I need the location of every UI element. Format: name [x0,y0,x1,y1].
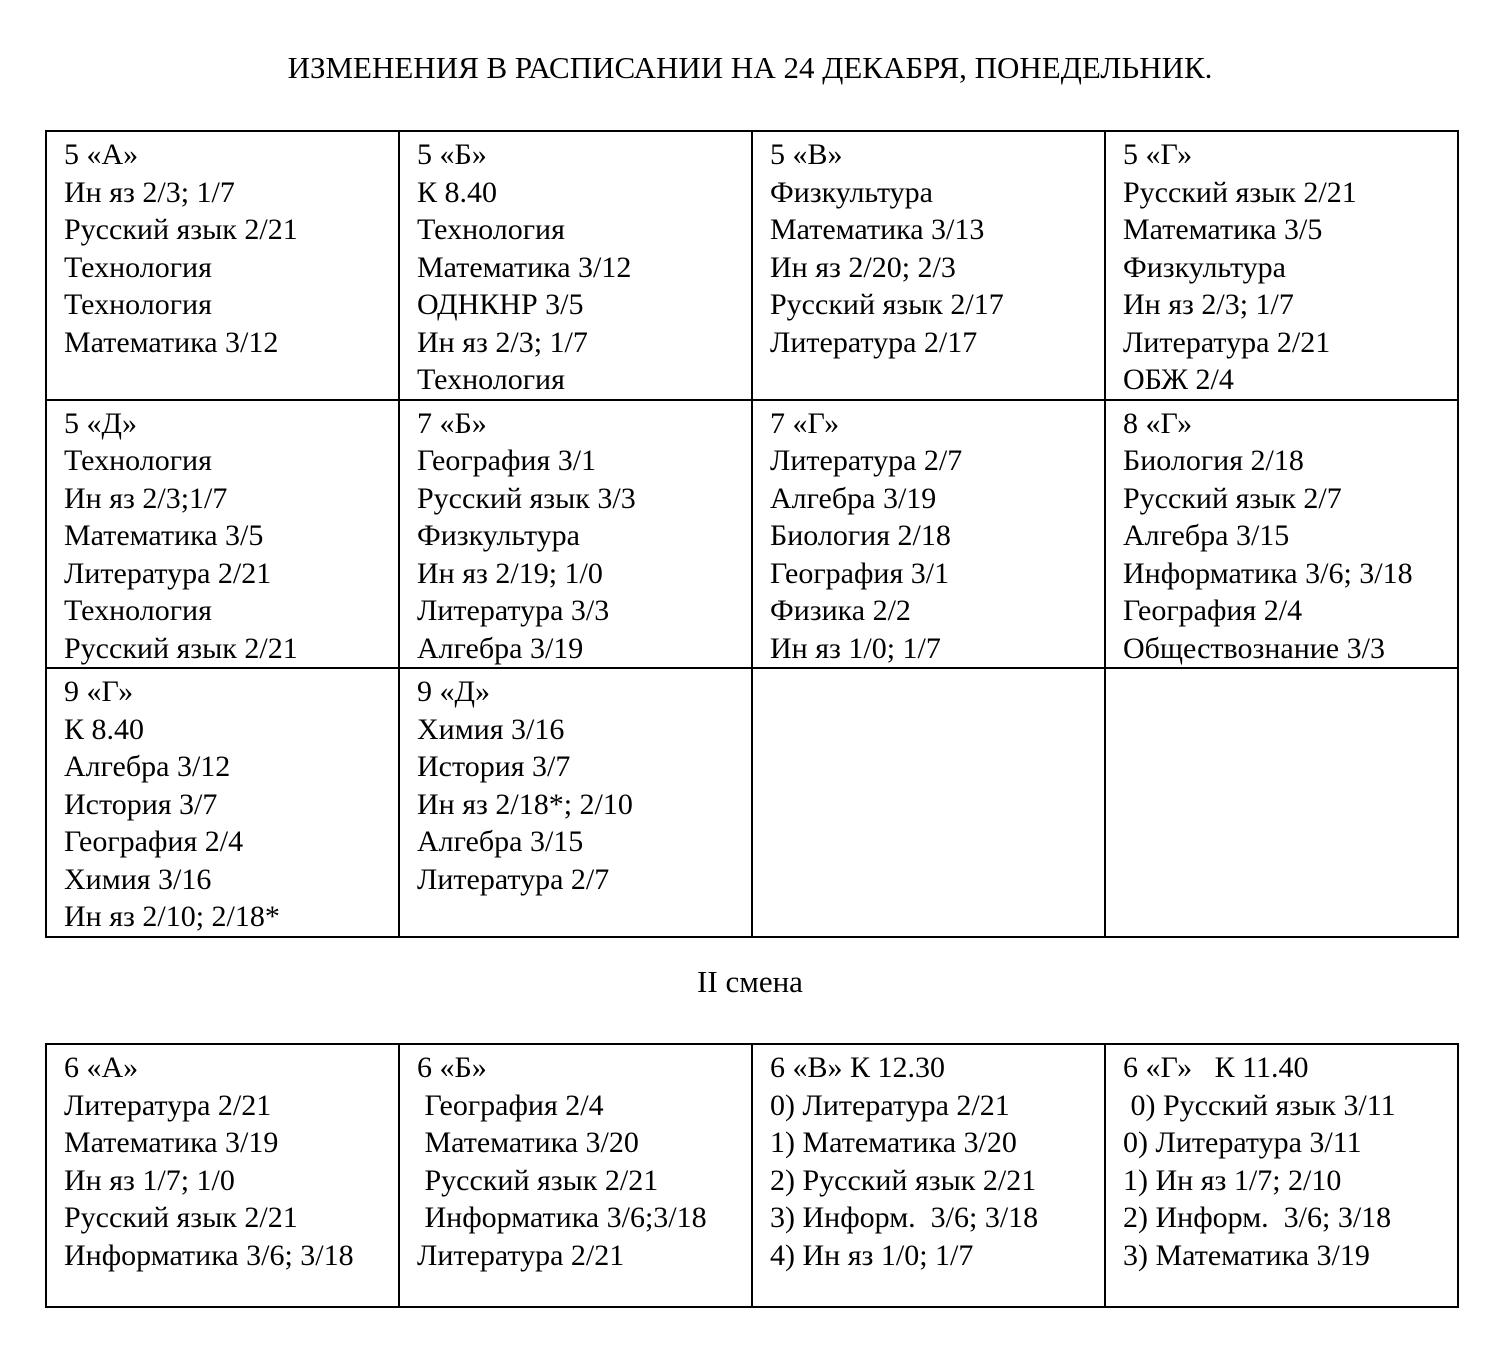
lesson-entry: Математика 3/5 [64,519,264,552]
class-cell [752,1044,1105,1307]
lesson-entry: 1) Ин яз 1/7; 2/10 [1123,1163,1342,1197]
class-cell [399,131,752,400]
lesson-entry: Технология [64,250,212,284]
second-shift-body [46,1044,1458,1307]
class-name: 8 «Г» [1123,406,1193,440]
lesson-entry: 0) Литература 3/11 [1123,1126,1362,1159]
table-row [46,1044,1458,1307]
lesson-entry: Технология [64,288,212,321]
lesson-entry: Ин яз 2/10; 2/18* [64,900,280,933]
lesson-entry: Ин яз 2/3;1/7 [64,481,228,515]
lesson-entry: Литература 3/3 [417,594,610,627]
lesson-entry: Обществознание 3/3 [1123,631,1385,665]
lesson-entry: Математика 3/19 [64,1126,279,1159]
lesson-entry: 2) Русский язык 2/21 [770,1163,1037,1197]
lesson-entry: Математика 3/20 [417,1126,639,1159]
second-shift-title: II смена [697,964,803,999]
lesson-entry: Ин яз 2/3; 1/7 [64,175,235,209]
lesson-entry: Химия 3/16 [64,862,212,896]
lesson-entry: Технология [417,213,565,246]
class-name: 9 «Г» [64,675,134,708]
class-cell [399,668,752,937]
lesson-entry: История 3/7 [64,787,218,821]
lesson-entry: Математика 3/12 [417,250,632,284]
lesson-entry: Русский язык 2/21 [64,1201,298,1234]
table-row [46,668,1458,937]
lesson-entry: 1) Математика 3/20 [770,1126,1017,1159]
lesson-entry: Технология [417,363,565,396]
lesson-entry: История 3/7 [417,750,571,783]
class-name: 6 «Г» К 11.40 [1123,1051,1309,1084]
lesson-entry: Русский язык 2/17 [770,288,1004,321]
lesson-entry: Информатика 3/6; 3/18 [64,1238,354,1272]
empty-cell [752,668,1105,937]
class-cell [46,400,399,669]
lesson-entry: Математика 3/12 [64,325,279,359]
class-name: 9 «Д» [417,675,490,708]
lesson-entry: Алгебра 3/19 [770,481,937,515]
lesson-entry: К 8.40 [64,712,145,746]
lesson-entry: Биология 2/18 [770,519,951,552]
lesson-entry: Литература 2/21 [417,1238,625,1272]
lesson-entry: Математика 3/5 [1123,213,1323,246]
lesson-entry: Ин яз 1/0; 1/7 [770,631,941,665]
lesson-entry: География 2/4 [417,1088,604,1122]
lesson-entry: Русский язык 2/21 [64,631,298,665]
class-cell [1105,400,1458,669]
lesson-entry: Физика 2/2 [770,594,911,627]
lesson-entry: Русский язык 2/7 [1123,481,1342,515]
class-name: 6 «А» [64,1051,139,1084]
class-cell [752,400,1105,669]
class-cell [46,131,399,400]
class-cell [1105,1044,1458,1307]
lesson-entry: Информатика 3/6; 3/18 [1123,556,1413,590]
lesson-entry: Русский язык 2/21 [1123,175,1357,209]
lesson-entry: Русский язык 2/21 [64,213,298,246]
class-name: 7 «Г» [770,406,840,440]
first-shift-body [46,131,1458,937]
lesson-entry: ОБЖ 2/4 [1123,363,1234,396]
class-name: 5 «Б» [417,138,487,171]
second-shift-table [45,1043,1459,1308]
lesson-entry: Ин яз 2/18*; 2/10 [417,787,633,821]
lesson-entry: География 3/1 [770,556,950,590]
class-name: 5 «В» [770,138,843,171]
empty-cell [1105,668,1458,937]
lesson-entry: Физкультура [770,175,933,209]
lesson-entry: 2) Информ. 3/6; 3/18 [1123,1201,1392,1234]
lesson-entry: Информатика 3/6;3/18 [417,1201,707,1234]
lesson-entry: Ин яз 2/20; 2/3 [770,250,956,284]
lesson-entry: География 2/4 [1123,594,1303,627]
lesson-entry: Русский язык 2/21 [417,1163,659,1197]
lesson-entry: Химия 3/16 [417,712,565,746]
page-title: ИЗМЕНЕНИЯ В РАСПИСАНИИ НА 24 ДЕКАБРЯ, ПОНЕДЕЛЬНИК. [287,50,1213,85]
lesson-entry: Алгебра 3/15 [417,825,584,858]
lesson-entry: Ин яз 2/19; 1/0 [417,556,603,590]
lesson-entry: Математика 3/13 [770,213,985,246]
lesson-entry: Литература 2/21 [1123,325,1331,359]
lesson-entry: Алгебра 3/19 [417,631,584,665]
lesson-entry: К 8.40 [417,175,498,209]
class-name: 7 «Б» [417,406,487,440]
lesson-entry: Литература 2/21 [64,1088,272,1122]
lesson-entry: Ин яз 2/3; 1/7 [417,325,588,359]
table-row [46,131,1458,400]
class-name: 6 «В» К 12.30 [770,1051,946,1084]
lesson-entry: Литература 2/7 [417,862,610,896]
class-cell [752,131,1105,400]
lesson-entry: 3) Математика 3/19 [1123,1238,1370,1272]
class-name: 5 «Г» [1123,138,1193,171]
lesson-entry: Технология [64,594,212,627]
lesson-entry: География 3/1 [417,444,597,477]
lesson-entry: Алгебра 3/12 [64,750,231,783]
lesson-entry: География 2/4 [64,825,244,858]
lesson-entry: Биология 2/18 [1123,444,1304,477]
class-cell [399,400,752,669]
lesson-entry: Физкультура [417,519,580,552]
first-shift-table [45,130,1459,938]
table-row [46,400,1458,669]
class-name: 5 «Д» [64,406,137,440]
lesson-entry: Русский язык 3/3 [417,481,636,515]
lesson-entry: 0) Русский язык 3/11 [1123,1088,1396,1122]
class-name: 5 «А» [64,138,139,171]
lesson-entry: 0) Литература 2/21 [770,1088,1010,1122]
lesson-entry: 4) Ин яз 1/0; 1/7 [770,1238,974,1272]
class-cell [1105,131,1458,400]
class-cell [399,1044,752,1307]
class-name: 6 «Б» [417,1051,487,1084]
lesson-entry: 3) Информ. 3/6; 3/18 [770,1201,1039,1234]
lesson-entry: Литература 2/7 [770,444,963,477]
lesson-entry: Литература 2/17 [770,325,978,359]
lesson-entry: Ин яз 2/3; 1/7 [1123,288,1294,321]
lesson-entry: Литература 2/21 [64,556,272,590]
lesson-entry: Физкультура [1123,250,1286,284]
lesson-entry: Ин яз 1/7; 1/0 [64,1163,235,1197]
lesson-entry: Технология [64,444,212,477]
class-cell [46,1044,399,1307]
lesson-entry: Алгебра 3/15 [1123,519,1290,552]
class-cell [46,668,399,937]
lesson-entry: ОДНКНР 3/5 [417,288,584,321]
